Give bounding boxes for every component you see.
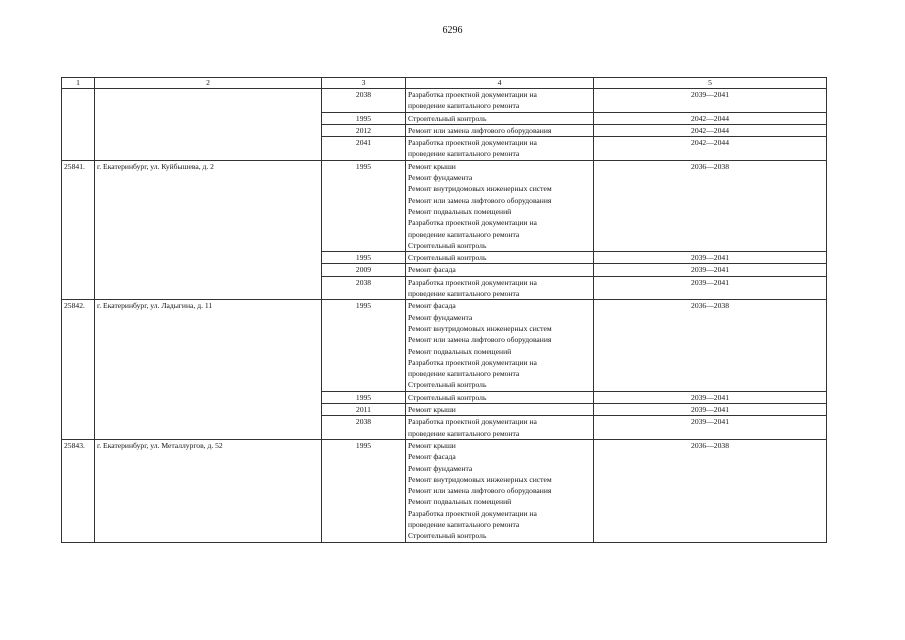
planned-period-cell: 2042—2044 — [594, 112, 827, 124]
planned-period-cell: 2039—2041 — [594, 391, 827, 403]
work-type-line: Ремонт или замена лифтового оборудования — [408, 195, 552, 205]
work-type-line: Строительный контроль — [408, 380, 487, 390]
work-type-line: Ремонт фасада — [408, 301, 456, 311]
planned-period-cell: 2042—2044 — [594, 124, 827, 136]
work-type-cell — [406, 252, 594, 264]
work-type-cell — [406, 416, 594, 440]
work-type-cell — [406, 137, 594, 161]
work-type-line: Ремонт подвальных помещений — [408, 206, 512, 216]
work-type-line: Ремонт или замена лифтового оборудования — [408, 486, 552, 496]
work-type-cell — [406, 160, 594, 251]
table-row — [62, 160, 827, 251]
work-type-line: проведение капитального ремонта — [408, 519, 520, 529]
last-repair-year-cell: 2038 — [322, 276, 406, 300]
last-repair-year-cell: 2012 — [322, 124, 406, 136]
planned-period-cell: 2042—2044 — [594, 137, 827, 161]
work-type-cell — [406, 391, 594, 403]
table-row — [62, 300, 827, 391]
building-address-cell: г. Екатеринбург, ул. Ладыгина, д. 11 — [95, 300, 322, 440]
column-number-4: 4 — [406, 78, 594, 89]
repair-schedule-table — [61, 77, 827, 543]
work-type-line: Ремонт фасада — [408, 452, 456, 462]
planned-period-cell: 2039—2041 — [594, 404, 827, 416]
planned-period-cell: 2036—2038 — [594, 300, 827, 391]
work-type-line: Строительный контроль — [408, 531, 487, 541]
work-type-line: Разработка проектной документации на — [408, 90, 537, 99]
planned-period-cell: 2039—2041 — [594, 252, 827, 264]
work-type-cell — [406, 112, 594, 124]
last-repair-year-cell: 2011 — [322, 404, 406, 416]
last-repair-year-cell: 1995 — [322, 252, 406, 264]
work-type-line: Ремонт крыши — [408, 440, 456, 450]
planned-period-cell: 2039—2041 — [594, 89, 827, 113]
column-number-1: 1 — [62, 78, 95, 89]
last-repair-year-cell: 2009 — [322, 264, 406, 276]
work-type-line: Ремонт подвальных помещений — [408, 497, 512, 507]
work-type-line: Строительный контроль — [408, 113, 487, 123]
column-number-2: 2 — [95, 78, 322, 89]
work-type-line: Разработка проектной документации на — [408, 357, 537, 367]
building-number-cell: 25841. — [62, 160, 95, 300]
building-address-cell: г. Екатеринбург, ул. Куйбышева, д. 2 — [95, 160, 322, 300]
last-repair-year-cell: 2038 — [322, 89, 406, 113]
work-type-line: Ремонт внутридомовых инженерных систем — [408, 184, 552, 194]
last-repair-year-cell: 1995 — [322, 112, 406, 124]
work-type-line: проведение капитального ремонта — [408, 149, 520, 159]
work-type-line: проведение капитального ремонта — [408, 428, 520, 438]
planned-period-cell: 2039—2041 — [594, 264, 827, 276]
work-type-line: Ремонт фундамента — [408, 173, 473, 183]
work-type-line: проведение капитального ремонта — [408, 289, 520, 299]
planned-period-cell: 2039—2041 — [594, 276, 827, 300]
table-header-row — [62, 78, 827, 89]
work-type-line: Ремонт фасада — [408, 265, 456, 275]
planned-period-cell: 2036—2038 — [594, 439, 827, 542]
work-type-cell — [406, 439, 594, 542]
work-type-line: Ремонт фундамента — [408, 463, 473, 473]
building-address-cell — [95, 89, 322, 161]
last-repair-year-cell: 1995 — [322, 300, 406, 391]
column-number-5: 5 — [594, 78, 827, 89]
work-type-cell — [406, 264, 594, 276]
work-type-line: Ремонт внутридомовых инженерных систем — [408, 323, 552, 333]
work-type-line: Ремонт фундамента — [408, 312, 473, 322]
planned-period-cell: 2039—2041 — [594, 416, 827, 440]
last-repair-year-cell: 2041 — [322, 137, 406, 161]
work-type-cell — [406, 300, 594, 391]
building-number-cell — [62, 89, 95, 161]
table-row — [62, 89, 827, 113]
building-address-cell: г. Екатеринбург, ул. Металлургов, д. 52 — [95, 439, 322, 542]
planned-period-cell: 2036—2038 — [594, 160, 827, 251]
work-type-line: Разработка проектной документации на — [408, 417, 537, 427]
work-type-line: Разработка проектной документации на — [408, 508, 537, 518]
work-type-line: проведение капитального ремонта — [408, 101, 520, 111]
work-type-line: Ремонт или замена лифтового оборудования — [408, 335, 552, 345]
work-type-cell — [406, 276, 594, 300]
work-type-cell — [406, 89, 594, 113]
table-row — [62, 439, 827, 542]
work-type-line: Строительный контроль — [408, 240, 487, 250]
last-repair-year-cell: 1995 — [322, 439, 406, 542]
work-type-line: Ремонт подвальных помещений — [408, 346, 512, 356]
last-repair-year-cell: 1995 — [322, 391, 406, 403]
column-number-3: 3 — [322, 78, 406, 89]
work-type-line: Ремонт крыши — [408, 161, 456, 171]
work-type-line: Строительный контроль — [408, 253, 487, 263]
work-type-cell — [406, 124, 594, 136]
last-repair-year-cell: 1995 — [322, 160, 406, 251]
work-type-line: Ремонт или замена лифтового оборудования — [408, 125, 552, 135]
building-number-cell: 25843. — [62, 439, 95, 542]
work-type-line: Ремонт внутридомовых инженерных систем — [408, 474, 552, 484]
work-type-cell — [406, 404, 594, 416]
work-type-line: Ремонт крыши — [408, 405, 456, 415]
work-type-line: Разработка проектной документации на — [408, 218, 537, 228]
building-number-cell: 25842. — [62, 300, 95, 440]
page-number: 6296 — [442, 25, 463, 36]
work-type-line: проведение капитального ремонта — [408, 369, 520, 379]
work-type-line: Строительный контроль — [408, 392, 487, 402]
work-type-line: Разработка проектной документации на — [408, 138, 537, 148]
work-type-line: проведение капитального ремонта — [408, 229, 520, 239]
work-type-line: Разработка проектной документации на — [408, 277, 537, 287]
last-repair-year-cell: 2038 — [322, 416, 406, 440]
